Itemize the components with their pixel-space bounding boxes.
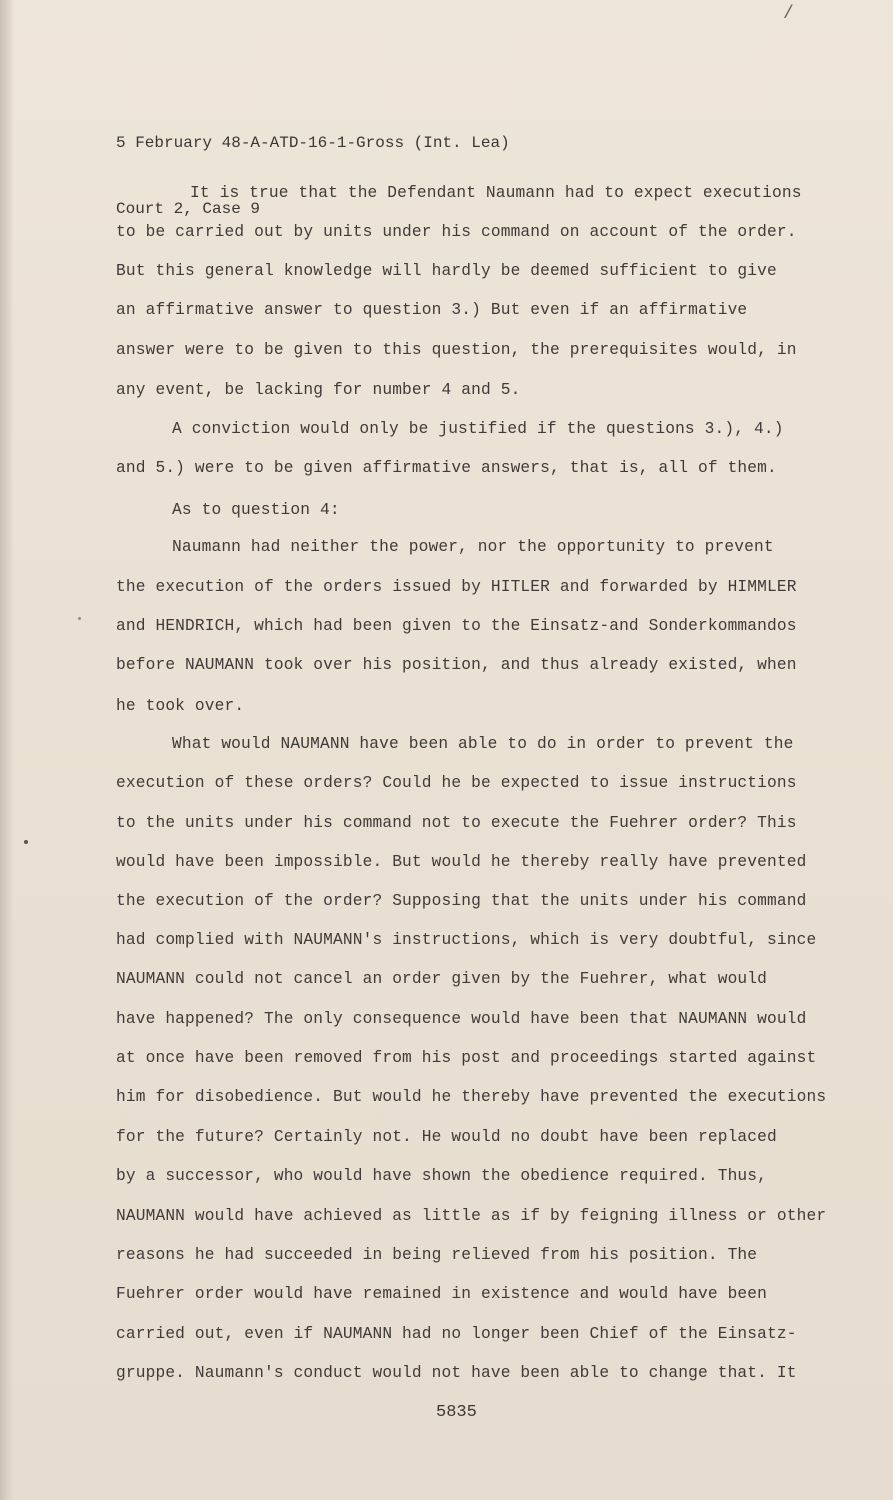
body-line: execution of these orders? Could he be expected to issue instructions — [116, 774, 797, 792]
body-line: A conviction would only be justified if the questions 3.), 4.) — [172, 420, 784, 438]
body-line: at once have been removed from his post and proceedings started against — [116, 1049, 817, 1067]
corner-pencil-mark: / — [783, 4, 794, 24]
body-line: As to question 4: — [172, 501, 340, 519]
body-line: to the units under his command not to execute the Fuehrer order? This — [116, 814, 797, 832]
body-line: But this general knowledge will hardly be deemed sufficient to give — [116, 262, 777, 280]
body-line: carried out, even if NAUMANN had no longer been Chief of the Einsatz- — [116, 1325, 797, 1343]
body-line: for the future? Certainly not. He would no doubt have been replaced — [116, 1128, 777, 1146]
body-line: What would NAUMANN have been able to do in order to prevent the — [172, 735, 794, 753]
body-line: and HENDRICH, which had been given to the Einsatz-and Sonderkommandos — [116, 617, 797, 635]
body-line: the execution of the order? Supposing that the units under his command — [116, 892, 807, 910]
body-line: answer were to be given to this question, the prerequisites would, in — [116, 341, 797, 359]
body-line: gruppe. Naumann's conduct would not have been able to change that. It — [116, 1364, 797, 1382]
paper-speck — [78, 617, 81, 620]
page-left-edge — [0, 0, 14, 1500]
body-line: an affirmative answer to question 3.) But even if an affirmative — [116, 301, 748, 319]
body-line: reasons he had succeeded in being relieved from his position. The — [116, 1246, 758, 1264]
body-line: any event, be lacking for number 4 and 5. — [116, 381, 521, 399]
header-line-court-case: Court 2, Case 9 — [116, 200, 261, 218]
body-line: to be carried out by units under his command on account of the order. — [116, 223, 797, 241]
body-line: and 5.) were to be given affirmative answers, that is, all of them. — [116, 459, 777, 477]
body-line: have happened? The only consequence would have been that NAUMANN would — [116, 1010, 807, 1028]
paper-speck — [24, 840, 28, 844]
body-line: Fuehrer order would have remained in existence and would have been — [116, 1285, 768, 1303]
body-line: NAUMANN would have achieved as little as if by feigning illness or other — [116, 1207, 827, 1225]
header-line-date-reference: 5 February 48-A-ATD-16-1-Gross (Int. Lea) — [116, 134, 510, 152]
body-line: him for disobedience. But would he thereby have prevented the executions — [116, 1088, 827, 1106]
body-line: had complied with NAUMANN's instructions, which is very doubtful, since — [116, 931, 817, 949]
body-line: by a successor, who would have shown the obedience required. Thus, — [116, 1167, 768, 1185]
body-line: he took over. — [116, 697, 245, 715]
page-number: 5835 — [436, 1403, 477, 1422]
body-line: before NAUMANN took over his position, and thus already existed, when — [116, 656, 797, 674]
body-line: the execution of the orders issued by HITLER and forwarded by HIMMLER — [116, 578, 797, 596]
body-line: It is true that the Defendant Naumann had to expect executions — [190, 184, 802, 202]
body-line: NAUMANN could not cancel an order given by the Fuehrer, what would — [116, 970, 768, 988]
body-line: Naumann had neither the power, nor the opportunity to prevent — [172, 538, 774, 556]
body-line: would have been impossible. But would he thereby really have prevented — [116, 853, 807, 871]
